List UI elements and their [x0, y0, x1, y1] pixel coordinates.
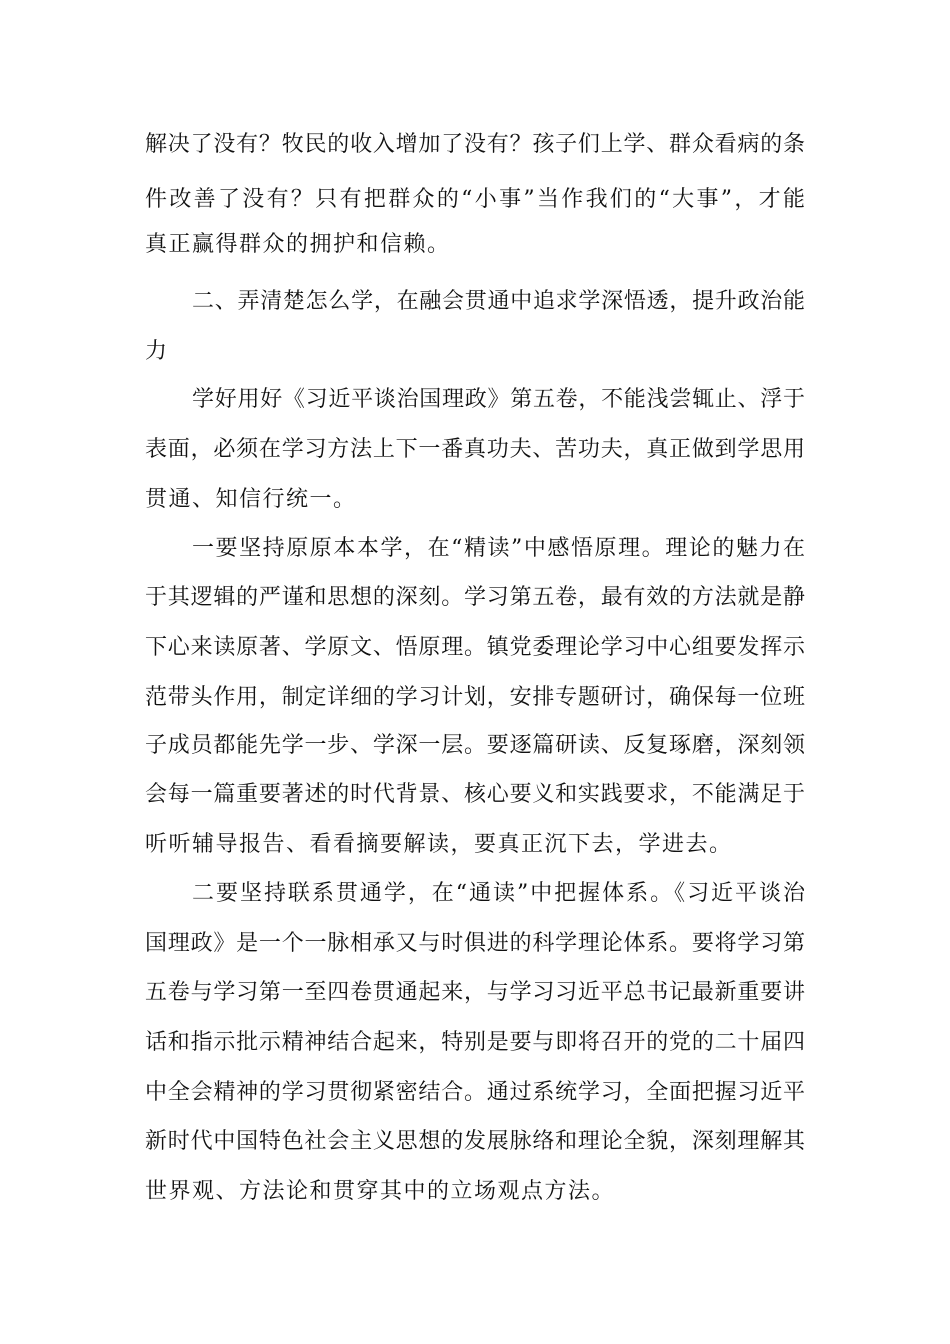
paragraph-line: 表面，必须在学习方法上下一番真功夫、苦功夫，真正做到学思用 [145, 437, 805, 462]
paragraph-line: 于其逻辑的严谨和思想的深刻。学习第五卷，最有效的方法就是静 [145, 585, 805, 610]
paragraph-line: 学好用好《习近平谈治国理政》第五卷，不能浅尝辄止、浮于 [192, 387, 805, 412]
paragraph-line: 中全会精神的学习贯彻紧密结合。通过系统学习，全面把握习近平 [145, 1080, 805, 1105]
paragraph-line: 子成员都能先学一步、学深一层。要逐篇研读、反复琢磨，深刻领 [145, 733, 805, 758]
paragraph-line: 会每一篇重要著述的时代背景、核心要义和实践要求，不能满足于 [145, 782, 805, 807]
paragraph-line: 新时代中国特色社会主义思想的发展脉络和理论全貌，深刻理解其 [145, 1129, 805, 1154]
paragraph-line: 件改善了没有？只有把群众的“小事”当作我们的“大事”，才能 [145, 187, 805, 212]
paragraph-line: 五卷与学习第一至四卷贯通起来，与学习习近平总书记最新重要讲 [145, 980, 805, 1005]
paragraph-line: 真正赢得群众的拥护和信赖。 [145, 232, 451, 257]
paragraph-line: 话和指示批示精神结合起来，特别是要与即将召开的党的二十届四 [145, 1030, 805, 1055]
paragraph-line: 国理政》是一个一脉相承又与时俱进的科学理论体系。要将学习第 [145, 931, 805, 956]
section-heading-line: 二、弄清楚怎么学，在融会贯通中追求学深悟透，提升政治能 [192, 289, 805, 314]
paragraph-line: 二要坚持联系贯通学，在“通读”中把握体系。《习近平谈治 [192, 881, 805, 906]
paragraph-line: 世界观、方法论和贯穿其中的立场观点方法。 [145, 1179, 616, 1204]
paragraph-line: 听听辅导报告、看看摘要解读，要真正沉下去，学进去。 [145, 832, 733, 857]
section-heading-line: 力 [145, 339, 169, 364]
paragraph-line: 贯通、知信行统一。 [145, 487, 357, 512]
paragraph-line: 解决了没有？牧民的收入增加了没有？孩子们上学、群众看病的条 [145, 132, 805, 157]
paragraph-line: 一要坚持原原本本学，在“精读”中感悟原理。理论的魅力在 [192, 536, 805, 561]
paragraph-line: 范带头作用，制定详细的学习计划，安排专题研讨，确保每一位班 [145, 685, 805, 710]
paragraph-line: 下心来读原著、学原文、悟原理。镇党委理论学习中心组要发挥示 [145, 635, 805, 660]
